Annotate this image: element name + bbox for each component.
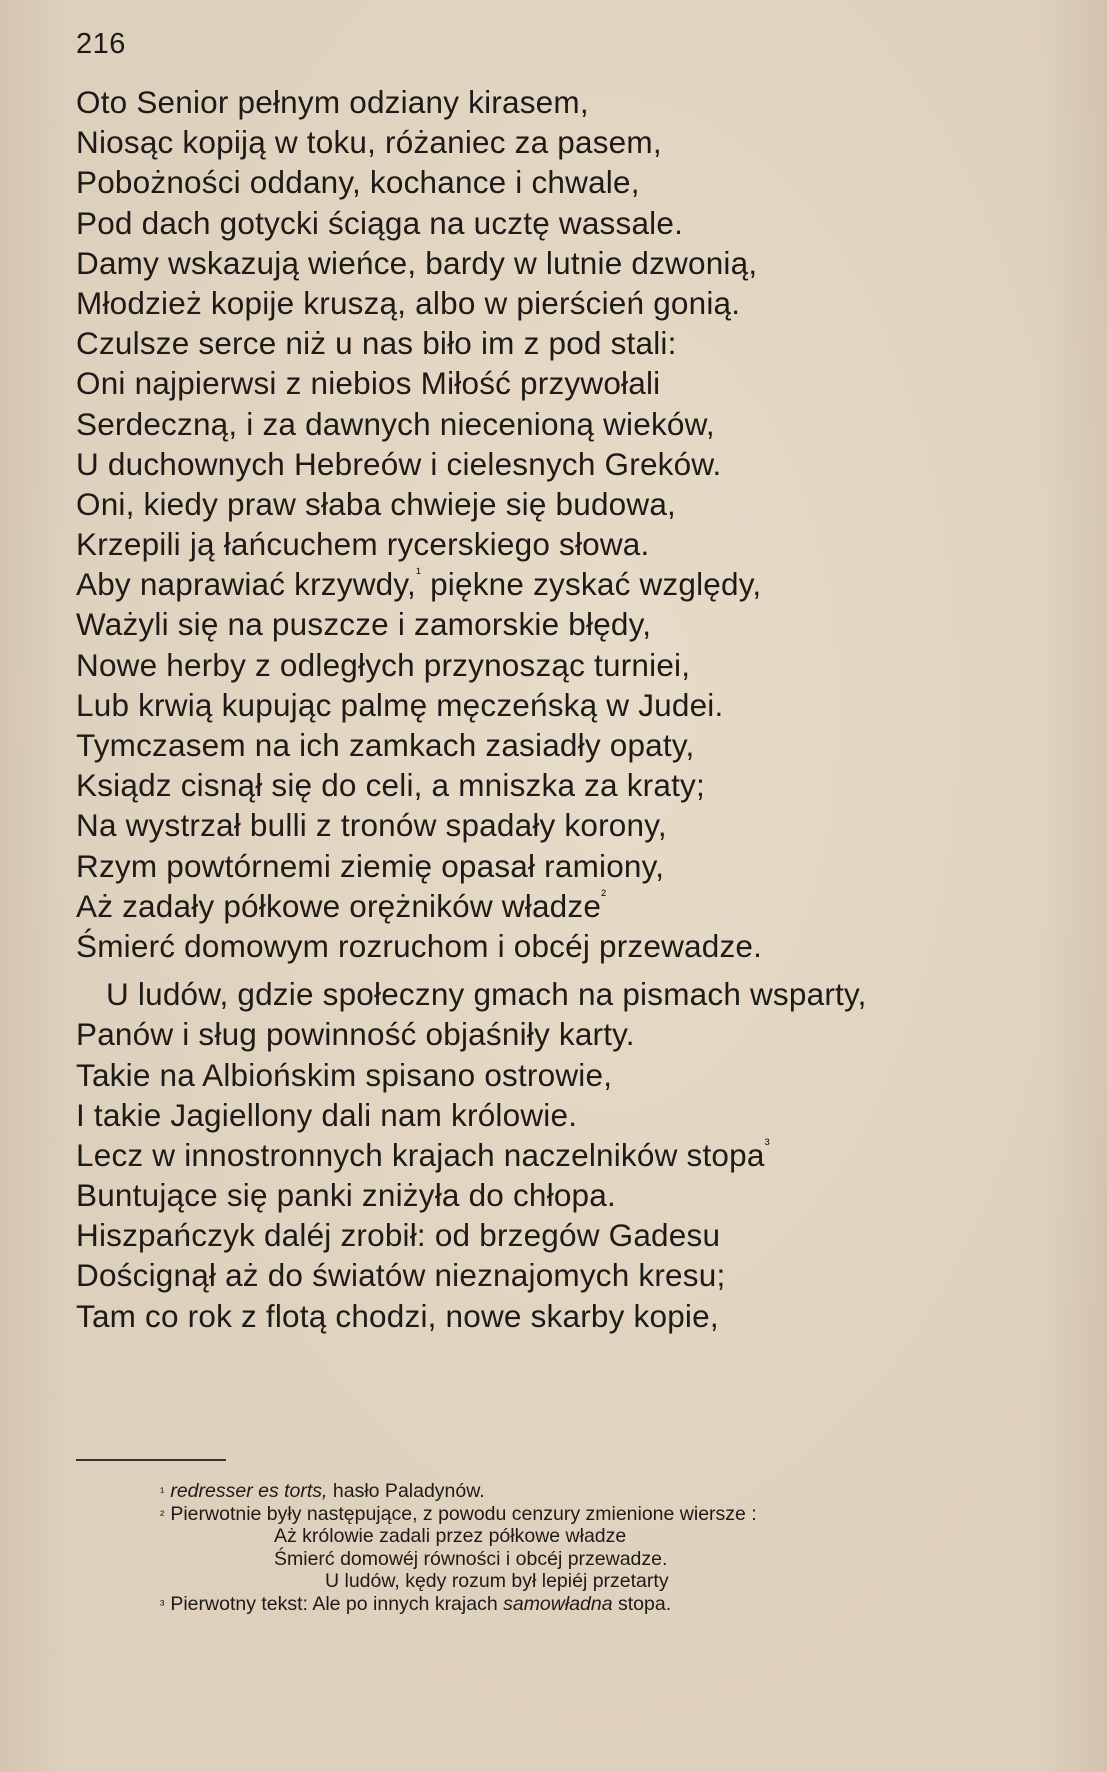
poem-line: Ważyli się na puszcze i zamorskie błędy, (76, 606, 652, 643)
footnote-text: stopa. (612, 1592, 672, 1615)
poem-line: Pobożności oddany, kochance i chwale, (76, 164, 640, 201)
footnote-italic: redresser es torts, (170, 1480, 328, 1502)
footnote-mark: ³ (160, 1596, 165, 1612)
poem-line-part: Aż zadały półkowe orężników władze (76, 887, 602, 924)
poem-line: Krzepili ją łańcuchem rycerskiego słowa. (76, 526, 650, 563)
footnotes (160, 1480, 1060, 1616)
poem-line-part: Aby naprawiać krzywdy, (76, 566, 416, 603)
poem-line (76, 886, 1086, 926)
poem-line: Takie na Albiońskim spisano ostrowie, (76, 1056, 613, 1093)
poem-line (76, 564, 1086, 604)
poem-line: Oto Senior pełnym odziany kirasem, (76, 84, 589, 120)
poem-line: U duchownych Hebreów i cielesnych Greków. (76, 445, 722, 482)
footnote-quote-line: Śmierć domowéj równości i obcéj przewadze. (274, 1547, 668, 1570)
poem-line: Pod dach gotycki ściąga na ucztę wassale. (76, 204, 684, 241)
poem-text (76, 82, 1086, 1336)
footnote-ref-1: ¹ (415, 565, 422, 583)
footnote-2 (160, 1503, 1060, 1526)
poem-line: Tymczasem na ich zamkach zasiadły opaty, (76, 727, 695, 763)
poem-line: Nowe herby z odległych przynosząc turniei, (76, 646, 691, 683)
footnote-mark: ¹ (160, 1484, 165, 1499)
footnote-text: Pierwotnie były następujące, z powodu cenzury zmienione wiersze : (170, 1502, 757, 1525)
poem-line: Doścignął aż do światów nieznajomych kresu; (76, 1257, 726, 1294)
footnote-mark: ² (160, 1506, 165, 1522)
footnote-quote-line: Aż królowie zadali przez półkowe władze (274, 1525, 627, 1548)
poem-line: Damy wskazują wieńce, bardy w lutnie dzwonią, (76, 244, 758, 281)
poem-line: Lub krwią kupując palmę męczeńską w Judei. (76, 686, 724, 723)
poem-line: Czulsze serce niż u nas biło im z pod stali: (76, 325, 677, 362)
poem-line: Młodzież kopije kruszą, albo w pierścień gonią. (76, 284, 741, 321)
poem-line: Oni najpierwsi z niebios Miłość przywołali (76, 365, 661, 402)
footnote-3 (160, 1593, 1060, 1616)
poem-line: Śmierć domowym rozruchom i obcéj przewadze. (76, 927, 763, 964)
page-number: 216 (76, 28, 126, 60)
poem-line: Serdeczną, i za dawnych niecenioną wieków, (76, 405, 715, 442)
poem-line-part: piękne zyskać względy, (421, 566, 762, 603)
poem-line: Tam co rok z flotą chodzi, nowe skarby kopie, (76, 1297, 719, 1334)
poem-line: Na wystrzał bulli z tronów spadały korony, (76, 807, 667, 844)
poem-line (76, 1135, 1086, 1175)
poem-line: Ksiądz cisnął się do celi, a mniszka za kraty; (76, 767, 705, 804)
footnote-1 (160, 1480, 1060, 1503)
poem-line-part: Lecz w innostronnych krajach naczelników stopa (76, 1136, 765, 1173)
poem-line: Rzym powtórnemi ziemię opasał ramiony, (76, 847, 665, 884)
poem-line: I takie Jagiellony dali nam królowie. (76, 1096, 578, 1133)
poem-line: Panów i sług powinność objaśniły karty. (76, 1016, 635, 1053)
footnote-text: hasło Paladynów. (327, 1480, 485, 1502)
poem-line: Buntujące się panki zniżyła do chłopa. (76, 1177, 616, 1214)
footnote-ref-3: ³ (764, 1135, 770, 1153)
footnote-quote-line: U ludów, kędy rozum był lepiéj przetarty (325, 1570, 669, 1593)
footnote-ref-2: ² (601, 886, 607, 904)
poem-line: Oni, kiedy praw słaba chwieje się budowa, (76, 485, 677, 522)
footnote-italic: samowładna (503, 1592, 613, 1615)
poem-line: U ludów, gdzie społeczny gmach na pismach wsparty, (106, 976, 867, 1013)
footnote-text: Pierwotny tekst: Ale po innych krajach (170, 1592, 504, 1615)
footnote-divider (76, 1459, 226, 1461)
poem-line: Niosąc kopiją w toku, różaniec za pasem, (76, 124, 662, 161)
poem-line: Hiszpańczyk daléj zrobił: od brzegów Gadesu (76, 1217, 721, 1254)
